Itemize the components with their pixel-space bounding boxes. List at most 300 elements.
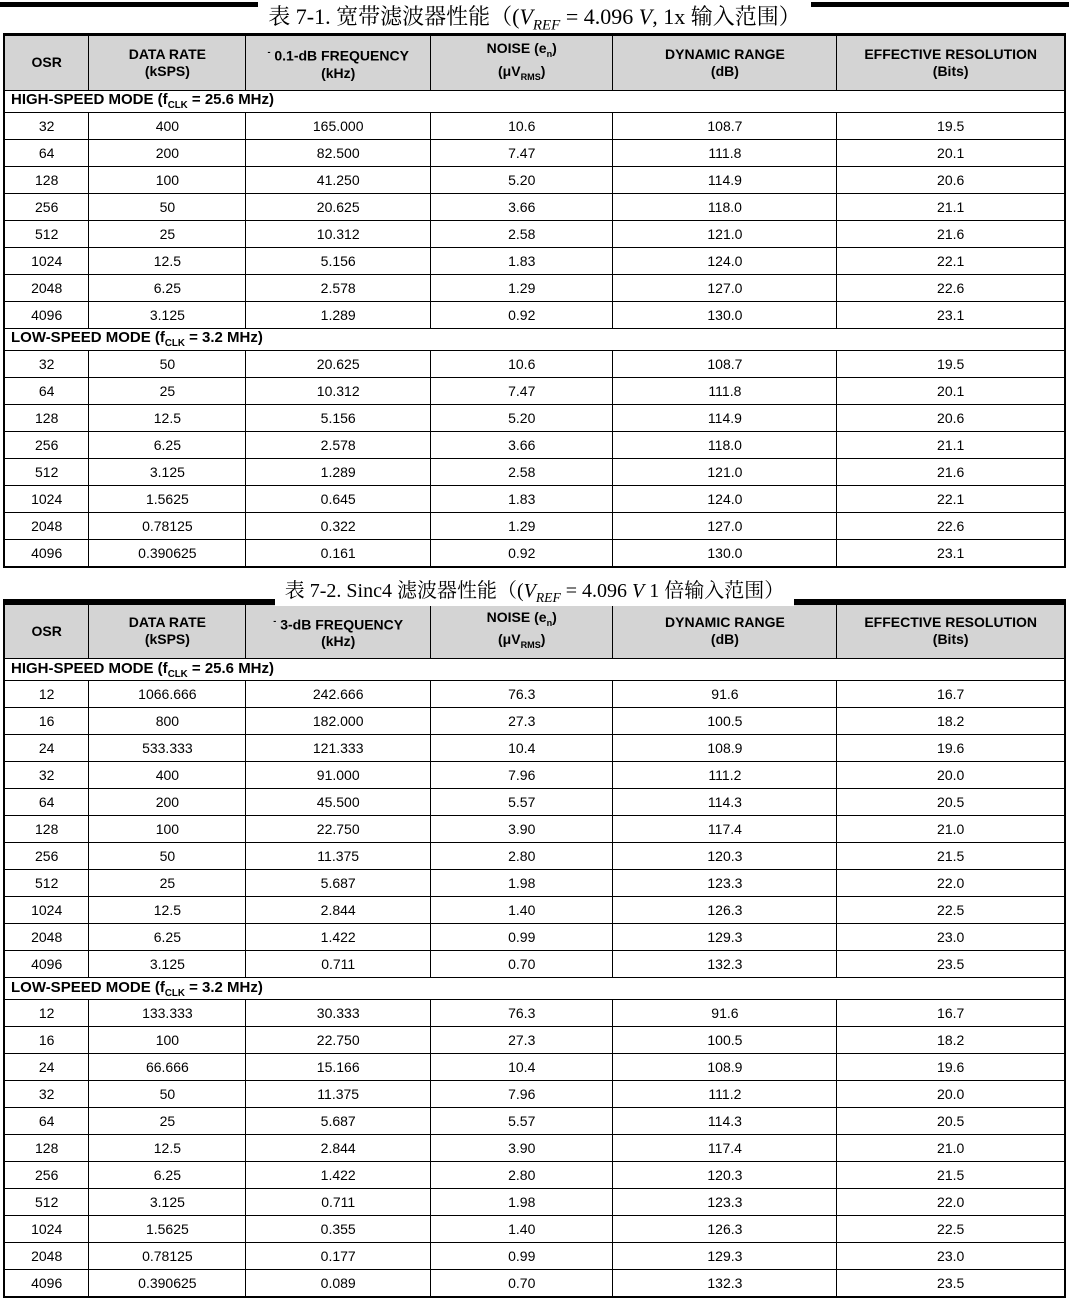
cell: 25	[89, 870, 246, 897]
cell: 23.1	[837, 539, 1065, 567]
cell: 0.99	[431, 924, 613, 951]
data-row	[4, 1162, 1065, 1189]
cell: 20.0	[837, 762, 1065, 789]
cell: 118.0	[613, 431, 837, 458]
cell: 27.3	[431, 1027, 613, 1054]
cell: 22.1	[837, 247, 1065, 274]
cell: 23.0	[837, 1243, 1065, 1270]
cell: 50	[89, 843, 246, 870]
cell: 118.0	[613, 193, 837, 220]
cell: 2.58	[431, 220, 613, 247]
text-segment: OSR	[31, 54, 62, 71]
cell: 7.47	[431, 377, 613, 404]
cell: 23.0	[837, 924, 1065, 951]
text-segment: (kHz)	[321, 633, 356, 650]
cell: 256	[4, 431, 89, 458]
data-row	[4, 681, 1065, 708]
cell: 117.4	[613, 816, 837, 843]
cell: 20.1	[837, 139, 1065, 166]
text-segment: n	[546, 48, 553, 59]
column-header	[613, 602, 837, 659]
cell: 2.578	[246, 431, 431, 458]
cell: 114.3	[613, 789, 837, 816]
cell: 126.3	[613, 897, 837, 924]
data-row	[4, 404, 1065, 431]
cell: 400	[89, 762, 246, 789]
cell: 1.29	[431, 274, 613, 301]
cell: 256	[4, 1162, 89, 1189]
cell: 1.98	[431, 1189, 613, 1216]
cell: 25	[89, 1108, 246, 1135]
cell: 91.000	[246, 762, 431, 789]
cell: 50	[89, 350, 246, 377]
cell: 19.6	[837, 735, 1065, 762]
data-row	[4, 485, 1065, 512]
text-segment: HIGH-SPEED MODE (f	[11, 91, 168, 109]
text-segment: LOW-SPEED MODE (f	[11, 329, 165, 347]
column-header-row	[4, 602, 1065, 659]
cell: 11.375	[246, 843, 431, 870]
cell: 2048	[4, 512, 89, 539]
data-row	[4, 816, 1065, 843]
cell: 0.70	[431, 951, 613, 978]
cell: 5.20	[431, 166, 613, 193]
cell: 3.125	[89, 458, 246, 485]
data-row	[4, 139, 1065, 166]
data-row	[4, 247, 1065, 274]
cell: 21.1	[837, 193, 1065, 220]
cell: 533.333	[89, 735, 246, 762]
cell: 128	[4, 1135, 89, 1162]
cell: 2.844	[246, 1135, 431, 1162]
text-segment: EFFECTIVE RESOLUTION	[864, 614, 1038, 631]
text-segment: V	[523, 579, 536, 602]
cell: 1024	[4, 247, 89, 274]
cell: 21.6	[837, 220, 1065, 247]
cell: 123.3	[613, 1189, 837, 1216]
text-segment: 表 7-2. Sinc4 滤波器性能（(	[284, 579, 524, 602]
text-segment: = 3.2 MHz)	[184, 978, 263, 996]
column-header	[613, 35, 837, 91]
cell: 21.5	[837, 1162, 1065, 1189]
cell: 100.5	[613, 1027, 837, 1054]
text-segment: = 3.2 MHz)	[184, 329, 263, 347]
cell: 130.0	[613, 301, 837, 328]
text-segment: 0.1-dB FREQUENCY	[270, 47, 409, 64]
cell: 165.000	[246, 112, 431, 139]
text-segment: NOISE (e	[486, 40, 547, 56]
cell: 76.3	[431, 681, 613, 708]
data-row	[4, 897, 1065, 924]
cell: 512	[4, 870, 89, 897]
cell: 0.70	[431, 1270, 613, 1298]
cell: 12	[4, 681, 89, 708]
cell: 2048	[4, 274, 89, 301]
text-segment: (kHz)	[321, 64, 356, 81]
text-segment: DATA RATE	[128, 614, 206, 631]
cell: 127.0	[613, 274, 837, 301]
cell: 1.83	[431, 247, 613, 274]
cell: 21.1	[837, 431, 1065, 458]
text-segment: DATA RATE	[128, 45, 206, 62]
cell: 0.711	[246, 951, 431, 978]
cell: 6.25	[89, 924, 246, 951]
cell: 4096	[4, 951, 89, 978]
cell: 12.5	[89, 404, 246, 431]
cell: 121.0	[613, 458, 837, 485]
cell: 91.6	[613, 681, 837, 708]
cell: 7.96	[431, 1081, 613, 1108]
cell: 5.20	[431, 404, 613, 431]
cell: 50	[89, 193, 246, 220]
table-7-2-title	[0, 576, 1069, 606]
cell: 4096	[4, 301, 89, 328]
cell: 0.390625	[89, 539, 246, 567]
cell: 5.57	[431, 789, 613, 816]
cell: 123.3	[613, 870, 837, 897]
cell: 18.2	[837, 1027, 1065, 1054]
cell: 64	[4, 139, 89, 166]
cell: 3.125	[89, 951, 246, 978]
cell: 111.2	[613, 762, 837, 789]
cell: 100	[89, 1027, 246, 1054]
cell: 2.844	[246, 897, 431, 924]
cell: 30.333	[246, 1000, 431, 1027]
cell: 0.92	[431, 539, 613, 567]
cell: 20.5	[837, 789, 1065, 816]
data-row	[4, 166, 1065, 193]
cell: 16.7	[837, 681, 1065, 708]
cell: 2.80	[431, 1162, 613, 1189]
cell: 512	[4, 220, 89, 247]
cell: 45.500	[246, 789, 431, 816]
cell: 1.83	[431, 485, 613, 512]
text-segment: = 4.096	[560, 579, 633, 602]
cell: 7.47	[431, 139, 613, 166]
cell: 400	[89, 112, 246, 139]
cell: 512	[4, 1189, 89, 1216]
cell: 12.5	[89, 897, 246, 924]
cell: 1.422	[246, 1162, 431, 1189]
cell: 1.289	[246, 301, 431, 328]
cell: 108.7	[613, 112, 837, 139]
data-row	[4, 112, 1065, 139]
text-segment: V	[638, 4, 653, 29]
cell: 108.9	[613, 735, 837, 762]
column-header	[4, 35, 89, 91]
data-row	[4, 843, 1065, 870]
cell: 3.90	[431, 816, 613, 843]
cell: 24	[4, 735, 89, 762]
text-segment: 表 7-1. 宽带滤波器性能（(	[268, 4, 520, 29]
text-segment: RMS	[520, 71, 541, 82]
text-segment: )	[540, 631, 546, 648]
text-segment: (kSPS)	[144, 62, 190, 79]
section-header-row	[4, 328, 1065, 350]
cell: 132.3	[613, 951, 837, 978]
text-segment: = 25.6 MHz)	[187, 659, 275, 677]
cell: 2048	[4, 924, 89, 951]
cell: 32	[4, 762, 89, 789]
cell: 64	[4, 1108, 89, 1135]
cell: 0.78125	[89, 512, 246, 539]
data-row	[4, 1135, 1065, 1162]
data-row	[4, 377, 1065, 404]
wideband-table-body	[4, 90, 1065, 567]
cell: 22.6	[837, 512, 1065, 539]
cell: 23.1	[837, 301, 1065, 328]
text-segment: (Bits)	[932, 631, 969, 648]
cell: 10.6	[431, 112, 613, 139]
cell: 126.3	[613, 1216, 837, 1243]
cell: 512	[4, 458, 89, 485]
cell: 3.125	[89, 301, 246, 328]
cell: 21.0	[837, 816, 1065, 843]
cell: 200	[89, 139, 246, 166]
cell: 182.000	[246, 708, 431, 735]
cell: 1.422	[246, 924, 431, 951]
cell: 111.2	[613, 1081, 837, 1108]
cell: 0.711	[246, 1189, 431, 1216]
cell: 22.0	[837, 1189, 1065, 1216]
data-row	[4, 924, 1065, 951]
data-row	[4, 735, 1065, 762]
cell: 121.0	[613, 220, 837, 247]
cell: 10.6	[431, 350, 613, 377]
cell: 1.289	[246, 458, 431, 485]
text-segment: RMS	[520, 640, 541, 651]
cell: 100.5	[613, 708, 837, 735]
text-segment: V	[632, 579, 645, 602]
data-row	[4, 1000, 1065, 1027]
cell: 22.6	[837, 274, 1065, 301]
text-segment: CLK	[164, 338, 185, 350]
cell: 124.0	[613, 247, 837, 274]
wideband-filter-table	[3, 33, 1066, 568]
cell: 25	[89, 377, 246, 404]
cell: 20.625	[246, 350, 431, 377]
cell: 2.58	[431, 458, 613, 485]
cell: 66.666	[89, 1054, 246, 1081]
table-7-1-title-text	[258, 0, 810, 33]
text-segment: NOISE (e	[486, 608, 547, 625]
cell: 3.90	[431, 1135, 613, 1162]
cell: 1024	[4, 897, 89, 924]
text-segment: (dB)	[710, 62, 739, 79]
text-segment: -	[273, 615, 277, 626]
cell: 27.3	[431, 708, 613, 735]
cell: 20.6	[837, 404, 1065, 431]
cell: 3.66	[431, 431, 613, 458]
cell: 100	[89, 816, 246, 843]
cell: 0.390625	[89, 1270, 246, 1298]
text-segment: (Bits)	[932, 62, 969, 79]
data-row	[4, 512, 1065, 539]
cell: 120.3	[613, 1162, 837, 1189]
cell: 20.1	[837, 377, 1065, 404]
cell: 16	[4, 1027, 89, 1054]
cell: 12.5	[89, 1135, 246, 1162]
cell: 129.3	[613, 924, 837, 951]
column-header	[89, 35, 246, 91]
text-segment: (μV	[498, 62, 521, 79]
text-segment: CLK	[167, 100, 188, 112]
data-row	[4, 458, 1065, 485]
data-row	[4, 1108, 1065, 1135]
data-row	[4, 1216, 1065, 1243]
cell: 200	[89, 789, 246, 816]
text-segment: )	[552, 608, 557, 625]
cell: 16.7	[837, 1000, 1065, 1027]
cell: 0.161	[246, 539, 431, 567]
cell: 2.80	[431, 843, 613, 870]
section-header-row	[4, 659, 1065, 681]
data-row	[4, 431, 1065, 458]
section-header-row	[4, 978, 1065, 1000]
cell: 4096	[4, 1270, 89, 1298]
cell: 12	[4, 1000, 89, 1027]
cell: 10.4	[431, 735, 613, 762]
cell: 20.625	[246, 193, 431, 220]
data-row	[4, 274, 1065, 301]
data-row	[4, 1054, 1065, 1081]
cell: 108.7	[613, 350, 837, 377]
cell: 114.3	[613, 1108, 837, 1135]
cell: 114.9	[613, 404, 837, 431]
cell: 32	[4, 350, 89, 377]
cell: 128	[4, 166, 89, 193]
cell: 2.578	[246, 274, 431, 301]
cell: 1024	[4, 485, 89, 512]
data-row	[4, 1027, 1065, 1054]
cell: 19.5	[837, 350, 1065, 377]
data-row	[4, 762, 1065, 789]
text-segment: HIGH-SPEED MODE (f	[11, 659, 168, 677]
text-segment: = 4.096	[560, 4, 639, 29]
cell: 256	[4, 843, 89, 870]
text-segment: = 25.6 MHz)	[187, 91, 275, 109]
cell: 22.750	[246, 1027, 431, 1054]
cell: 800	[89, 708, 246, 735]
wideband-table-head	[4, 35, 1065, 91]
cell: 5.687	[246, 870, 431, 897]
data-row	[4, 1189, 1065, 1216]
section-header-row	[4, 90, 1065, 112]
text-segment: CLK	[167, 668, 188, 680]
cell: 121.333	[246, 735, 431, 762]
data-row	[4, 1270, 1065, 1298]
cell: 20.0	[837, 1081, 1065, 1108]
cell: 10.312	[246, 377, 431, 404]
cell: 1.5625	[89, 1216, 246, 1243]
cell: 3.125	[89, 1189, 246, 1216]
cell: 19.6	[837, 1054, 1065, 1081]
cell: 21.0	[837, 1135, 1065, 1162]
data-row	[4, 220, 1065, 247]
column-header	[837, 35, 1065, 91]
data-row	[4, 350, 1065, 377]
cell: 120.3	[613, 843, 837, 870]
cell: 124.0	[613, 485, 837, 512]
cell: 5.156	[246, 247, 431, 274]
text-segment: -	[267, 46, 271, 57]
cell: 0.177	[246, 1243, 431, 1270]
text-segment: EFFECTIVE RESOLUTION	[864, 45, 1038, 62]
column-header	[246, 35, 431, 91]
text-segment: DYNAMIC RANGE	[665, 614, 785, 631]
cell: 127.0	[613, 512, 837, 539]
text-segment: DYNAMIC RANGE	[665, 45, 785, 62]
cell: 5.57	[431, 1108, 613, 1135]
cell: 20.5	[837, 1108, 1065, 1135]
data-row	[4, 539, 1065, 567]
cell: 111.8	[613, 377, 837, 404]
text-segment: )	[552, 40, 557, 56]
cell: 1.98	[431, 870, 613, 897]
text-segment: OSR	[31, 622, 62, 639]
cell: 91.6	[613, 1000, 837, 1027]
cell: 1066.666	[89, 681, 246, 708]
cell: 129.3	[613, 1243, 837, 1270]
data-row	[4, 301, 1065, 328]
data-row	[4, 708, 1065, 735]
sinc4-filter-table	[3, 599, 1066, 1299]
table-7-1-title	[0, 0, 1069, 33]
cell: 6.25	[89, 274, 246, 301]
cell: 16	[4, 708, 89, 735]
cell: 32	[4, 1081, 89, 1108]
cell: 256	[4, 193, 89, 220]
cell: 0.78125	[89, 1243, 246, 1270]
text-segment: 1 倍输入范围）	[644, 579, 785, 602]
cell: 22.0	[837, 870, 1065, 897]
cell: 23.5	[837, 951, 1065, 978]
data-row	[4, 951, 1065, 978]
cell: 130.0	[613, 539, 837, 567]
cell: 76.3	[431, 1000, 613, 1027]
data-row	[4, 1081, 1065, 1108]
cell: 22.5	[837, 1216, 1065, 1243]
cell: 1024	[4, 1216, 89, 1243]
cell: 19.5	[837, 112, 1065, 139]
text-segment: REF	[535, 589, 561, 605]
text-segment: CLK	[164, 987, 185, 999]
table-7-2-title-text	[275, 576, 795, 606]
data-row	[4, 870, 1065, 897]
cell: 7.96	[431, 762, 613, 789]
cell: 128	[4, 816, 89, 843]
cell: 0.645	[246, 485, 431, 512]
cell: 22.750	[246, 816, 431, 843]
cell: 242.666	[246, 681, 431, 708]
text-segment: (dB)	[710, 631, 739, 648]
cell: 2048	[4, 1243, 89, 1270]
text-segment: )	[540, 62, 546, 79]
cell: 32	[4, 112, 89, 139]
column-header	[246, 602, 431, 659]
cell: 12.5	[89, 247, 246, 274]
text-segment: , 1x 输入范围）	[652, 4, 801, 29]
text-segment: (μV	[498, 631, 521, 648]
cell: 114.9	[613, 166, 837, 193]
cell: 100	[89, 166, 246, 193]
cell: 108.9	[613, 1054, 837, 1081]
cell: 50	[89, 1081, 246, 1108]
cell: 64	[4, 789, 89, 816]
cell: 5.156	[246, 404, 431, 431]
column-header	[4, 602, 89, 659]
column-header	[431, 602, 613, 659]
